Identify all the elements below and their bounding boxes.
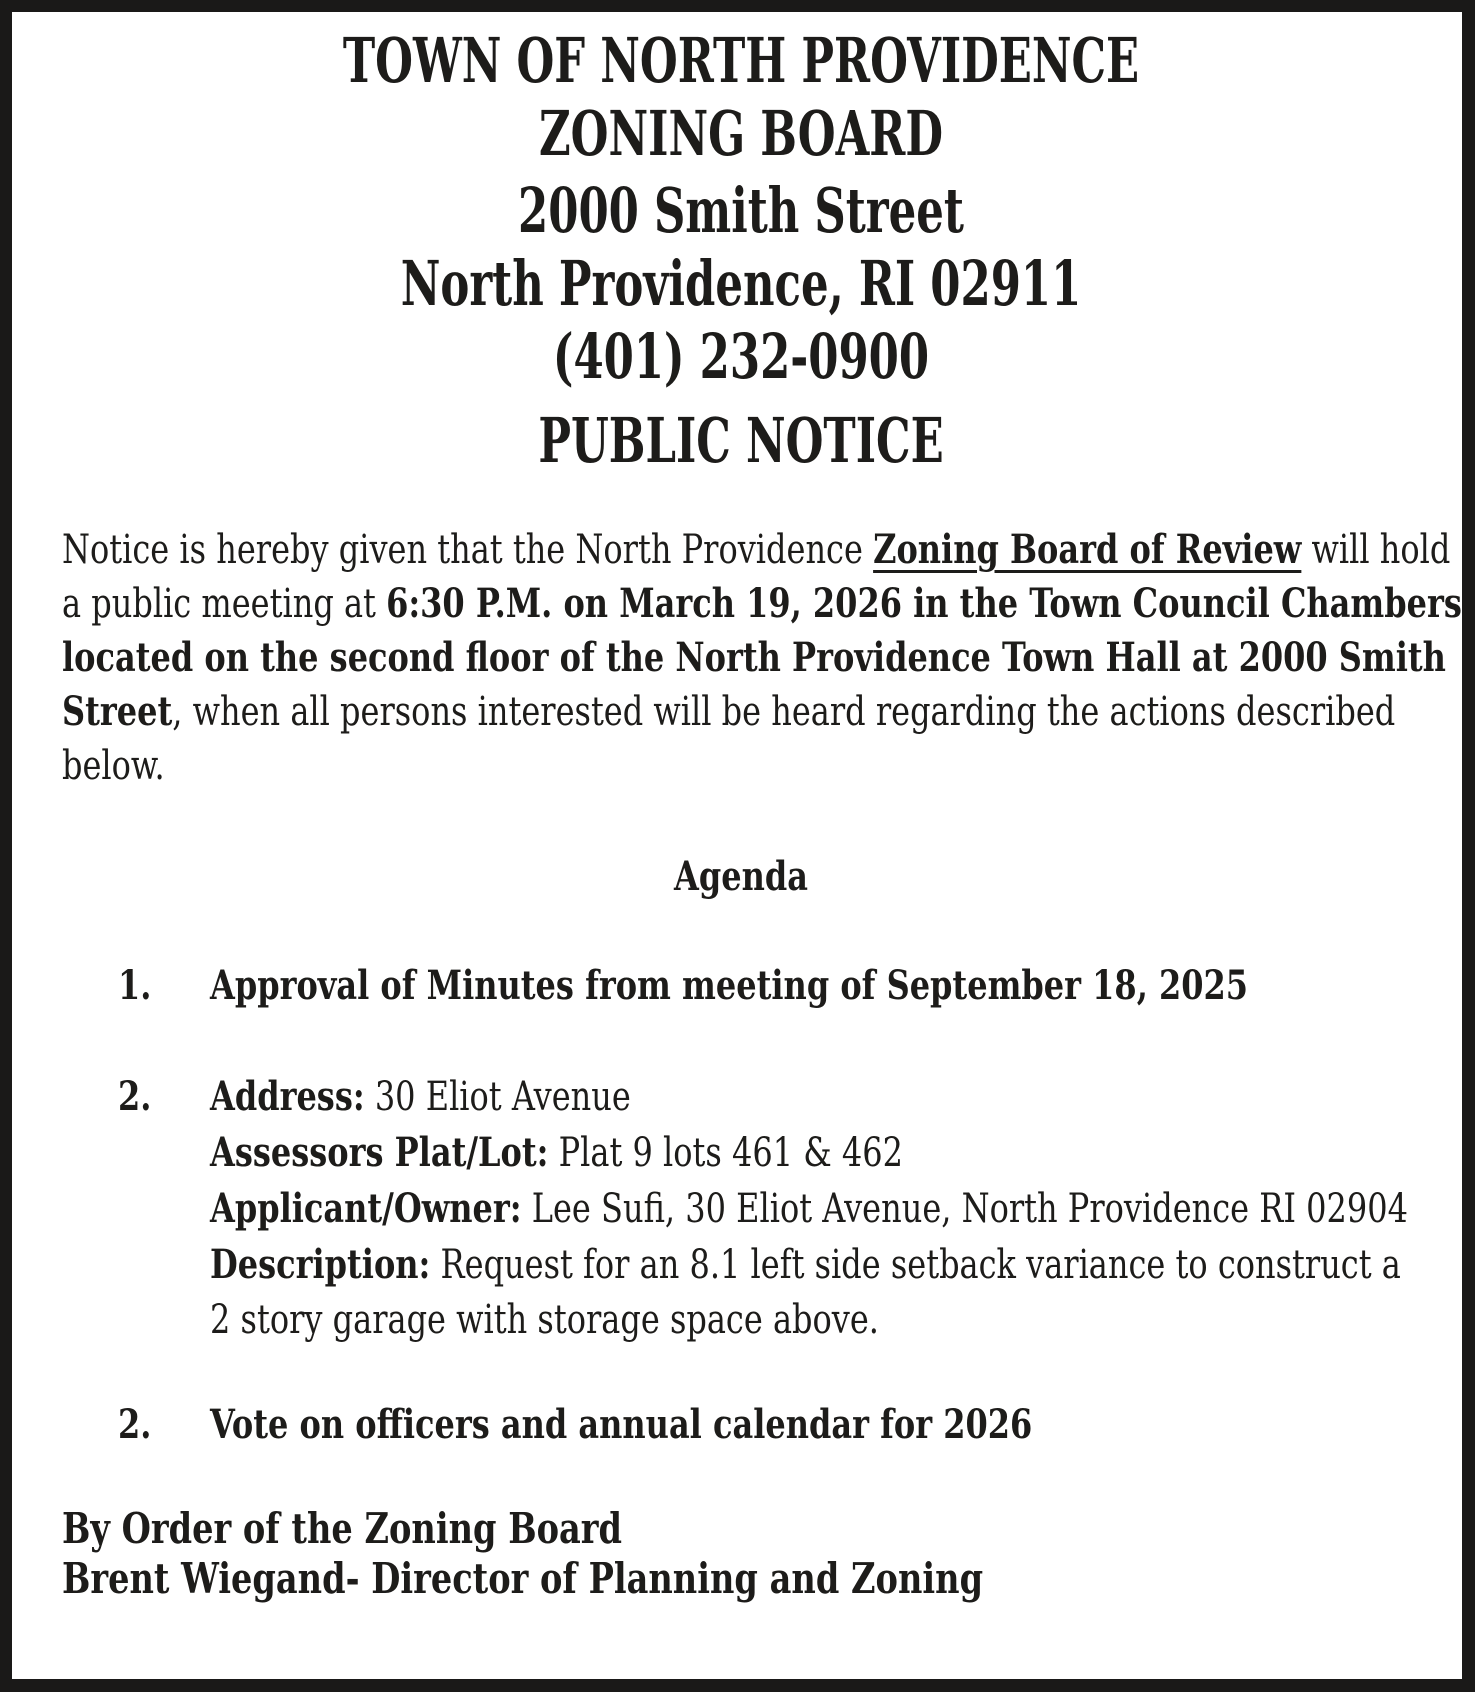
text-segment: Notice is hereby given that the North Providence	[62, 527, 874, 573]
org-name-line-1: TOWN OF NORTH PROVIDENCE	[342, 24, 1140, 97]
public-notice-heading: PUBLIC NOTICE	[538, 404, 944, 477]
agenda-item-2-description-line-2	[210, 1293, 1178, 1348]
text-segment: Plat 9 lots 461 & 462	[548, 1130, 903, 1176]
text-segment: will hold	[1301, 527, 1451, 573]
city-state-zip-line: North Providence, RI 02911	[400, 247, 1082, 320]
agenda-item-1	[62, 958, 1420, 1014]
intro-line-1	[62, 523, 1451, 577]
agenda-item-2	[62, 1069, 1420, 1348]
agenda-item-3-text	[210, 1397, 1420, 1453]
agenda-item-3	[62, 1397, 1420, 1453]
agenda-heading: Agenda	[674, 853, 808, 900]
intro-line-2	[62, 577, 1462, 631]
text-segment: Request for an 8.1 left side setback variance to construct a	[430, 1242, 1401, 1288]
bold-text-segment: 6:30 P.M. on March 19, 2026 in the Town Council Chambers	[386, 580, 1462, 627]
bold-text-segment: Vote on officers and annual calendar for 2026	[210, 1401, 1033, 1448]
intro-line-3	[62, 631, 1446, 685]
bold-text-segment: Applicant/Owner:	[210, 1185, 522, 1232]
text-segment: 30 Eliot Avenue	[364, 1074, 631, 1120]
agenda-item-1-line-1	[210, 958, 1249, 1014]
phone-number-line: (401) 232-0900	[552, 320, 930, 393]
agenda-item-2-number: 2.	[118, 1073, 152, 1120]
footer-signature-line: Brent Wiegand- Director of Planning and Zoning	[62, 1554, 984, 1603]
agenda-item-3-line-1	[210, 1397, 1178, 1453]
bold-text-segment: Address:	[210, 1073, 365, 1120]
agenda-item-1-text	[210, 958, 1420, 1014]
underlined-text-segment: Zoning Board of Review	[873, 526, 1302, 573]
bold-text-segment: Street	[62, 688, 173, 735]
bold-text-segment: located on the second floor of the North Providence Town Hall at 2000 Smith	[62, 634, 1446, 681]
agenda-item-2-description-line-1	[210, 1237, 1401, 1293]
text-segment: 2 story garage with storage space above.	[210, 1297, 879, 1343]
agenda-item-2-plat-lot-line	[210, 1125, 1178, 1181]
intro-paragraph	[62, 523, 1462, 793]
org-name-line-2: ZONING BOARD	[539, 97, 943, 170]
intro-line-5	[62, 739, 1148, 793]
bold-text-segment: Description:	[210, 1241, 431, 1288]
text-segment: below.	[62, 743, 165, 789]
address-block	[62, 174, 1420, 393]
agenda-item-2-address-line	[210, 1069, 1178, 1125]
bold-text-segment: Approval of Minutes from meeting of September 18, 2025	[210, 962, 1249, 1009]
agenda-item-2-text	[210, 1069, 1420, 1348]
masthead	[62, 24, 1420, 170]
footer-by-order-line: By Order of the Zoning Board	[62, 1504, 622, 1553]
agenda-item-2-applicant-owner-line	[210, 1181, 1408, 1237]
text-segment: , when all persons interested will be heard regarding the actions described	[172, 689, 1396, 735]
text-segment: Lee Sufi, 30 Eliot Avenue, North Providence RI 02904	[521, 1186, 1408, 1232]
agenda-item-3-number: 2.	[118, 1401, 152, 1448]
footer	[62, 1504, 1420, 1604]
text-segment: a public meeting at	[62, 581, 387, 627]
intro-line-4	[62, 685, 1396, 739]
agenda-item-1-number: 1.	[118, 962, 152, 1009]
street-address-line: 2000 Smith Street	[518, 174, 964, 247]
agenda-list	[62, 958, 1420, 1453]
bold-text-segment: Assessors Plat/Lot:	[210, 1129, 549, 1176]
